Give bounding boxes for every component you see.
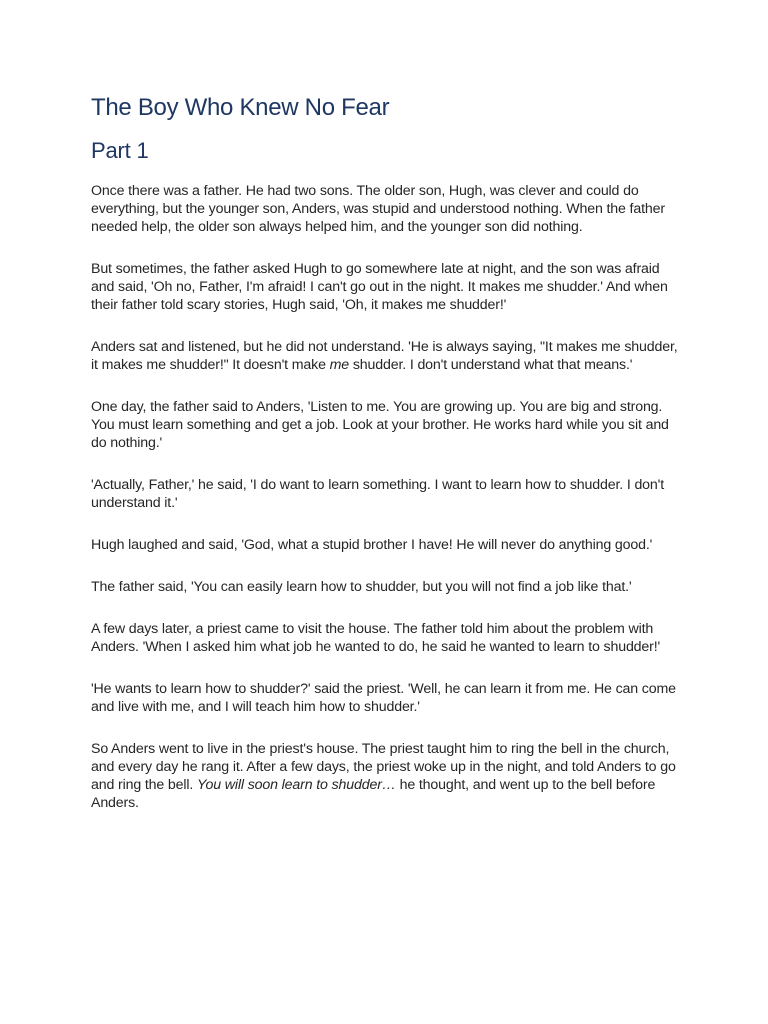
- story-title: The Boy Who Knew No Fear: [91, 94, 390, 121]
- paragraph-3-text-end: shudder. I don't understand what that means.': [349, 357, 633, 373]
- paragraph-3-italic-word: me: [329, 357, 350, 373]
- paragraph-10: [91, 740, 681, 812]
- paragraph-1: Once there was a father. He had two sons. The older son, Hugh, was clever and could do everything, but the younger son, Anders, was stupid and understood nothing. When the father needed help, the older son always helped him, and the younger son did nothing.: [91, 183, 665, 235]
- paragraph-10-text-end: he thought, and went up to the bell before Anders.: [91, 777, 656, 811]
- paragraph-5: 'Actually, Father,' he said, 'I do want to learn something. I want to learn how to shudder. I don't understand it.': [91, 477, 665, 511]
- part-heading: Part 1: [91, 138, 149, 163]
- paragraph-9: 'He wants to learn how to shudder?' said the priest. 'Well, he can learn it from me. He can come and live with me, and I will teach him how to shudder.': [91, 681, 676, 715]
- paragraph-7: The father said, 'You can easily learn how to shudder, but you will not find a job like that.': [91, 579, 632, 595]
- paragraph-10-italic-thought: You will soon learn to shudder…: [197, 777, 396, 793]
- paragraph-10-text-start: So Anders went to live in the priest's house. The priest taught him to ring the bell in the church, and every day he rang it. After a few days, the priest woke up in the night, and told Anders to go and ring the bell.: [91, 741, 676, 793]
- paragraph-8: A few days later, a priest came to visit the house. The father told him about the problem with Anders. 'When I asked him what job he wanted to do, he said he wanted to learn to shudder!': [91, 621, 661, 655]
- paragraph-6: Hugh laughed and said, 'God, what a stupid brother I have! He will never do anything good.': [91, 537, 653, 553]
- paragraph-2: But sometimes, the father asked Hugh to go somewhere late at night, and the son was afraid and said, 'Oh no, Father, I'm afraid! I can't go out in the night. It makes me shudder.' And when their father told scary stories, Hugh said, 'Oh, it makes me shudder!': [91, 261, 668, 313]
- paragraph-4: One day, the father said to Anders, 'Listen to me. You are growing up. You are big and strong. You must learn something and get a job. Look at your brother. He works hard while you sit and do nothing.': [91, 399, 669, 451]
- paragraph-3-text-start: Anders sat and listened, but he did not understand. 'He is always saying, "It makes me shudder, it makes me shudder!" It doesn't make: [91, 339, 678, 373]
- document-body: [91, 92, 681, 812]
- paragraph-3: [91, 338, 681, 374]
